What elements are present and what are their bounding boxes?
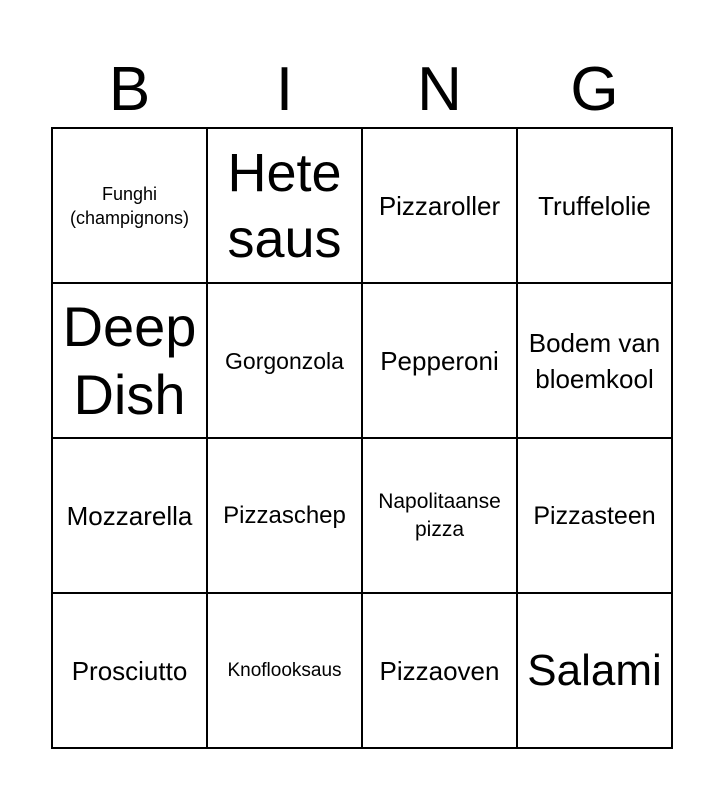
cell-text: Truffelolie (538, 190, 651, 221)
header-letter-b: B (108, 55, 151, 124)
header-letter-i: I (275, 55, 294, 124)
bingo-grid (51, 127, 673, 749)
cell-text: Pizzaroller (378, 190, 501, 221)
bingo-cell-r4c3[interactable] (363, 594, 518, 749)
cell-text: Pizzaschep (223, 501, 346, 529)
bingo-cell-r1c3[interactable] (363, 129, 518, 284)
cell-text: Bodem van bloemkool (528, 327, 661, 394)
cell-text: Deep Dish (62, 294, 197, 426)
bingo-cell-r4c1[interactable] (53, 594, 208, 749)
cell-text: Napolitaanse pizza (378, 489, 501, 541)
cell-text: Knoflooksaus (227, 659, 342, 681)
cell-text: Prosciutto (71, 655, 188, 686)
cell-text: Mozzarella (66, 500, 193, 531)
cell-text: Gorgonzola (225, 347, 344, 374)
cell-text: Funghi (champignons) (69, 183, 190, 228)
bingo-cell-r3c4[interactable] (518, 439, 673, 594)
header-letter-n: N (417, 55, 462, 124)
bingo-cell-r2c1[interactable] (53, 284, 208, 439)
bingo-cell-r1c1[interactable] (53, 129, 208, 284)
bingo-header (52, 52, 672, 128)
cell-text: Hete saus (227, 142, 342, 269)
bingo-cell-r1c2[interactable] (208, 129, 363, 284)
bingo-cell-r2c4[interactable] (518, 284, 673, 439)
cell-text: Pizzasteen (533, 501, 656, 530)
bingo-cell-r4c4[interactable] (518, 594, 673, 749)
bingo-cell-r3c2[interactable] (208, 439, 363, 594)
bingo-cell-r1c4[interactable] (518, 129, 673, 284)
cell-text: Pizzaoven (379, 655, 500, 686)
cell-text: Pepperoni (380, 345, 499, 376)
cell-text: Salami (527, 645, 662, 695)
bingo-cell-r3c1[interactable] (53, 439, 208, 594)
bingo-cell-r2c2[interactable] (208, 284, 363, 439)
bingo-cell-r2c3[interactable] (363, 284, 518, 439)
header-letter-g: G (570, 55, 619, 124)
bingo-cell-r3c3[interactable] (363, 439, 518, 594)
bingo-cell-r4c2[interactable] (208, 594, 363, 749)
